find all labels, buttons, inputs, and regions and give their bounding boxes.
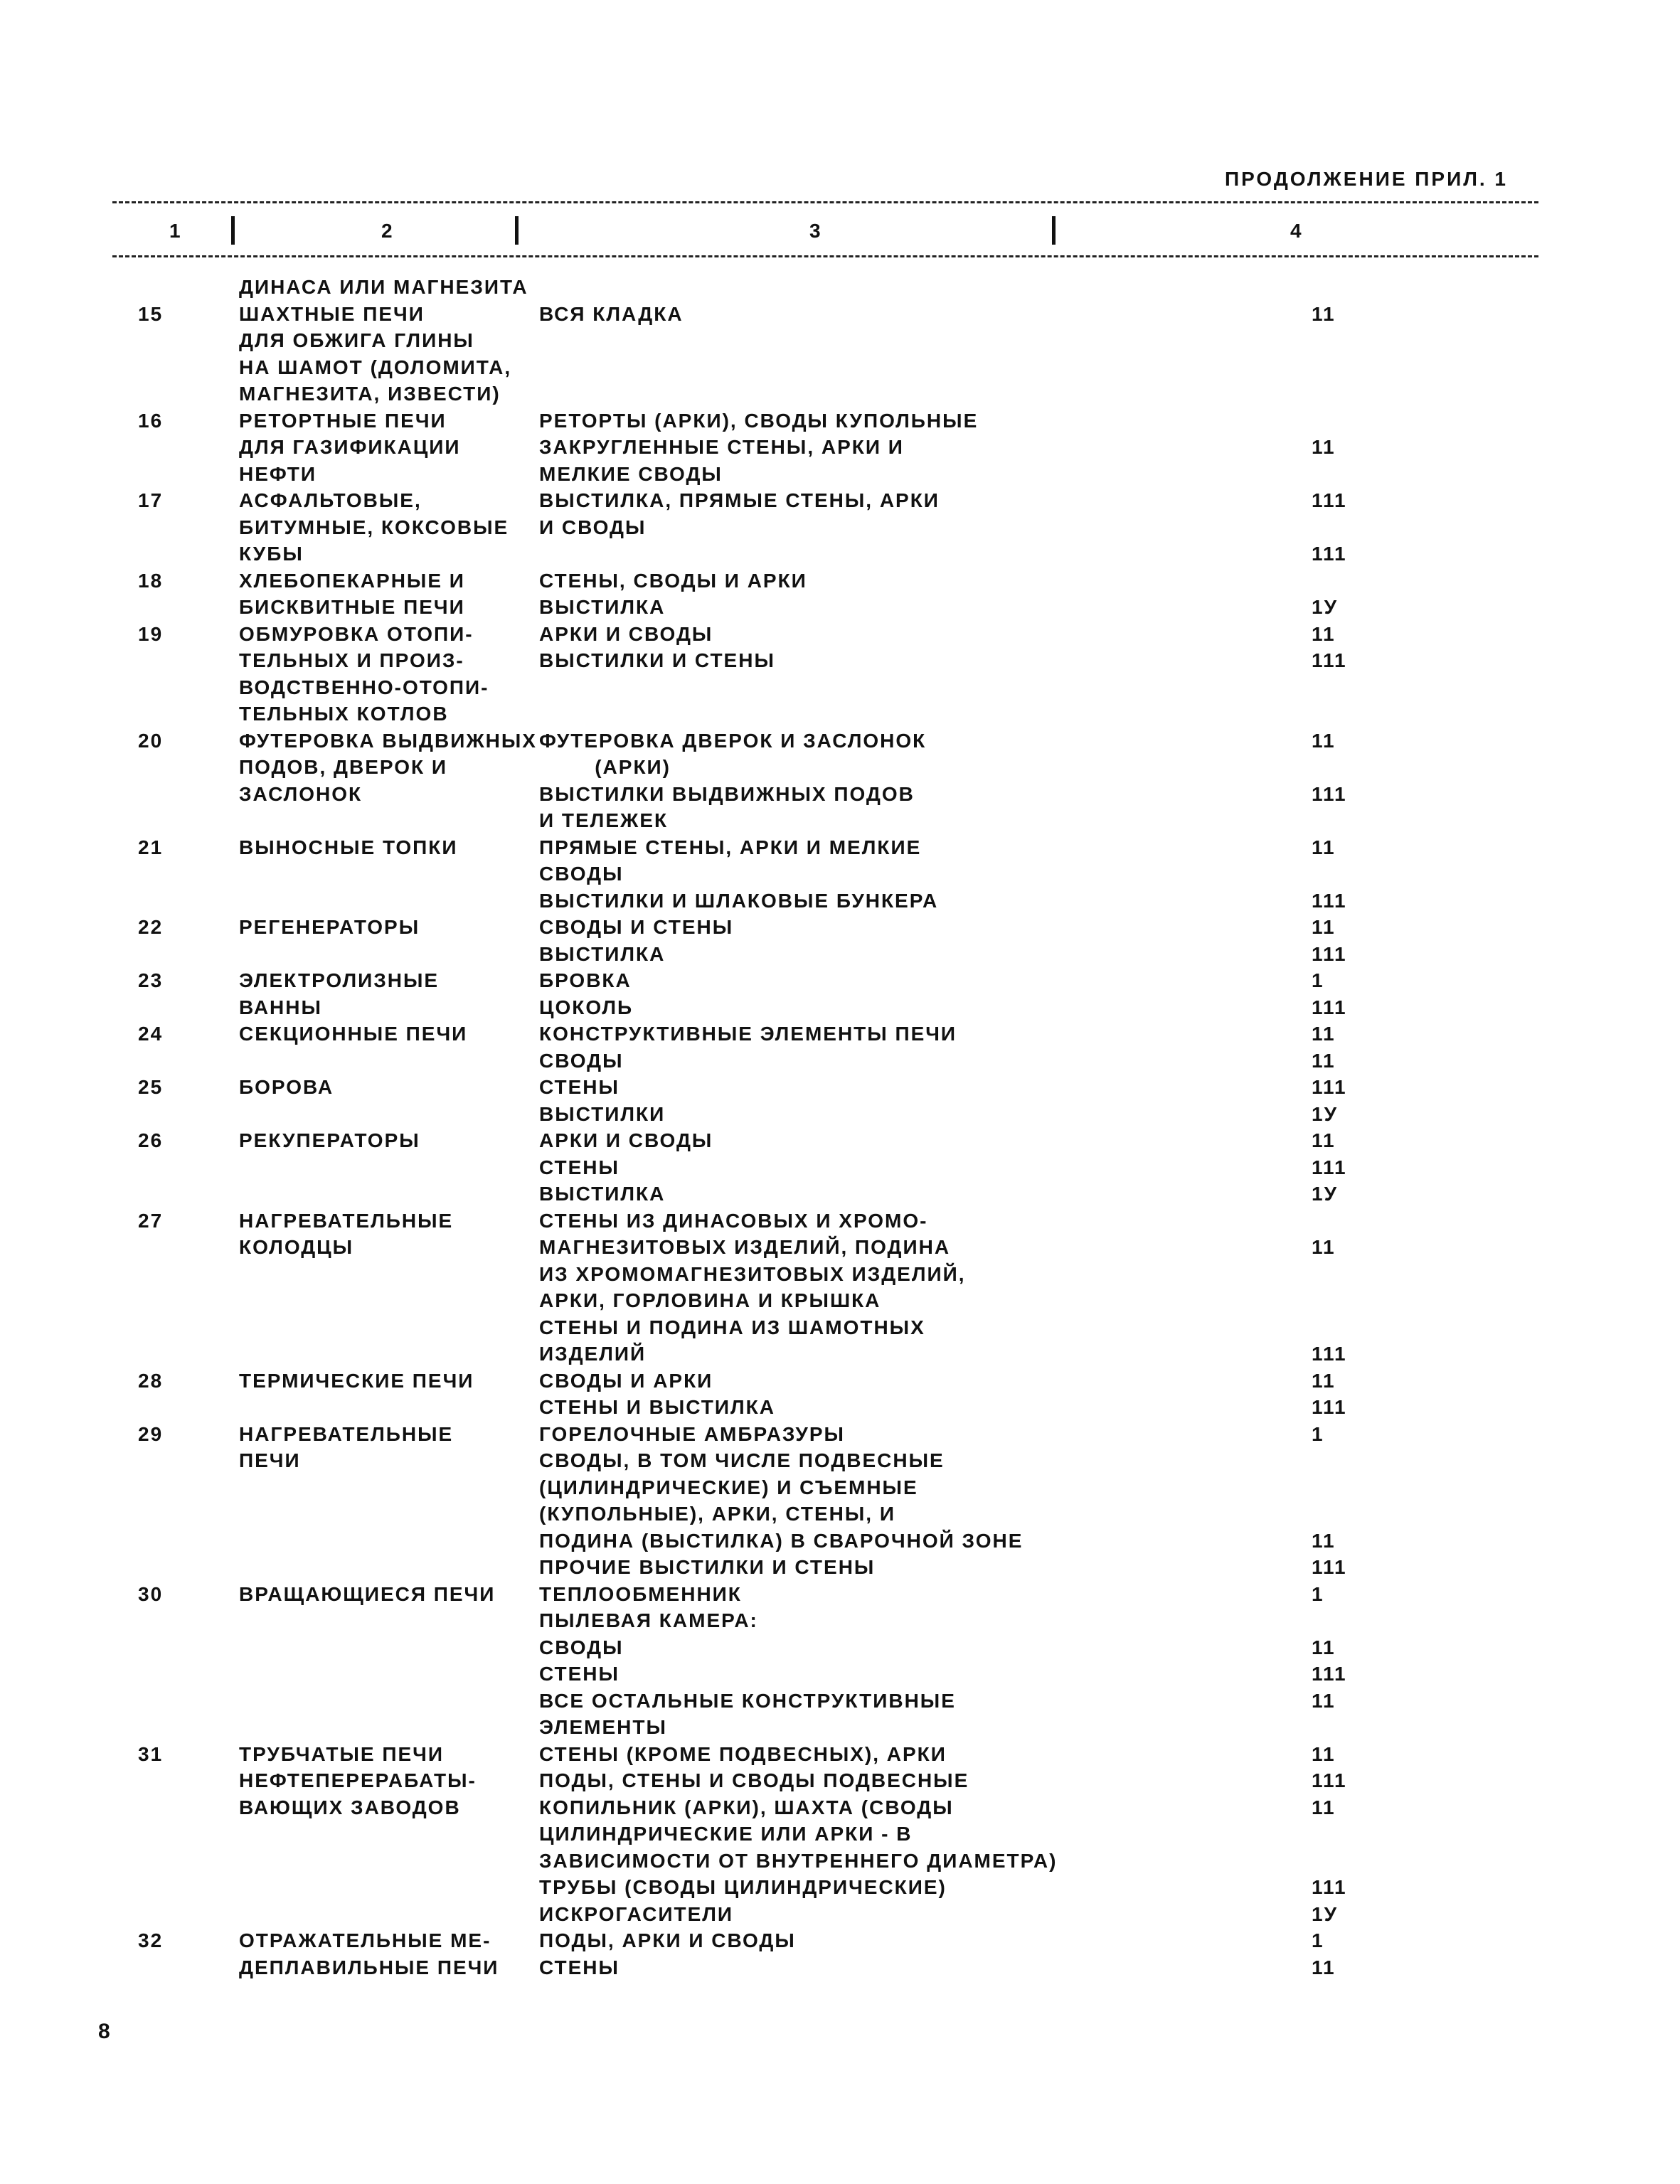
row-number: 21 <box>138 836 164 858</box>
furnace-name-line: ВАННЫ <box>239 996 322 1018</box>
header-rule-bottom <box>112 255 1538 257</box>
element-line <box>539 1127 1680 1154</box>
table-row <box>0 1127 1680 1208</box>
masonry-category: 111 <box>1312 649 1347 671</box>
masonry-element: ИЗДЕЛИЙ <box>539 1343 647 1365</box>
masonry-element: И ТЕЛЕЖЕК <box>539 809 669 831</box>
element-line <box>539 1181 1680 1208</box>
masonry-category: 11 <box>1312 1369 1336 1392</box>
furnace-name-line: РЕГЕНЕРАТОРЫ <box>239 916 420 938</box>
masonry-category: 1 <box>1312 969 1324 991</box>
furnace-name-line: ВРАЩАЮЩИЕСЯ ПЕЧИ <box>239 1582 496 1605</box>
masonry-category: 111 <box>1312 889 1347 912</box>
continuation-note: ПРОДОЛЖЕНИЕ ПРИЛ. 1 <box>1224 168 1508 190</box>
table-row <box>0 568 1680 621</box>
element-list <box>539 487 1680 568</box>
masonry-element: И СВОДЫ <box>539 516 647 538</box>
masonry-category: 111 <box>1312 782 1347 805</box>
element-line <box>539 914 1680 941</box>
masonry-element: СТЕНЫ <box>539 1663 620 1685</box>
element-line <box>539 407 1680 435</box>
element-line <box>539 1101 1680 1128</box>
masonry-element: ПРОЧИЕ ВЫСТИЛКИ И СТЕНЫ <box>539 1556 876 1578</box>
masonry-element: ВЫСТИЛКА, ПРЯМЫЕ СТЕНЫ, АРКИ <box>539 489 940 511</box>
element-list <box>539 1074 1680 1127</box>
masonry-element: ВСЯ КЛАДКА <box>539 302 684 325</box>
element-list <box>539 1208 1680 1368</box>
furnace-name-line: ТЕЛЬНЫХ КОТЛОВ <box>239 703 449 725</box>
masonry-category: 11 <box>1312 622 1336 645</box>
masonry-category: 111 <box>1312 1076 1347 1098</box>
element-line <box>539 621 1680 648</box>
column-separator <box>231 216 235 245</box>
furnace-name-line: КОЛОДЦЫ <box>239 1236 354 1258</box>
furnace-name-line: ОТРАЖАТЕЛЬНЫЕ МЕ- <box>239 1929 491 1951</box>
element-line <box>539 754 1680 781</box>
element-line <box>539 1767 1680 1794</box>
element-line <box>539 568 1680 595</box>
furnace-name-line: НА ШАМОТ (ДОЛОМИТА, <box>239 356 512 378</box>
element-line <box>539 888 1680 915</box>
element-line <box>539 1901 1680 1928</box>
element-line <box>539 728 1680 755</box>
column-separator <box>515 216 519 245</box>
masonry-category: 111 <box>1312 942 1347 965</box>
table-row <box>0 301 1680 407</box>
element-line <box>539 1421 1680 1448</box>
column-header-2: 2 <box>381 220 394 242</box>
element-line <box>539 514 1680 541</box>
furnace-name-line: БИСКВИТНЫЕ ПЕЧИ <box>239 596 465 618</box>
element-line <box>539 327 1680 354</box>
table-row <box>0 914 1680 967</box>
element-line <box>539 1261 1680 1288</box>
element-line <box>539 540 1680 568</box>
furnace-name-line: ЭЛЕКТРОЛИЗНЫЕ <box>239 969 440 991</box>
header-rule-top <box>112 201 1538 203</box>
element-line <box>539 701 1680 728</box>
furnace-name-line: ПОДОВ, ДВЕРОК И <box>239 756 447 778</box>
masonry-category: 1 <box>1312 1422 1324 1445</box>
element-line <box>539 861 1680 888</box>
masonry-category: 11 <box>1312 1689 1336 1712</box>
furnace-name-line: КУБЫ <box>239 543 304 565</box>
furnace-name-line: ВЫНОСНЫЕ ТОПКИ <box>239 836 458 858</box>
row-number: 32 <box>138 1929 164 1951</box>
element-line <box>539 1714 1680 1741</box>
element-line <box>539 674 1680 701</box>
masonry-element: ПОДЫ, АРКИ И СВОДЫ <box>539 1929 796 1951</box>
masonry-element: ЗАКРУГЛЕННЫЕ СТЕНЫ, АРКИ И <box>539 436 904 458</box>
element-list <box>539 568 1680 621</box>
masonry-element: ЦИЛИНДРИЧЕСКИЕ ИЛИ АРКИ - В <box>539 1823 913 1845</box>
masonry-element: СТЕНЫ <box>539 1156 620 1178</box>
masonry-category: 11 <box>1312 1796 1336 1818</box>
furnace-name-line: НАГРЕВАТЕЛЬНЫЕ <box>239 1209 454 1232</box>
masonry-element: СТЕНЫ И ПОДИНА ИЗ ШАМОТНЫХ <box>539 1316 925 1338</box>
element-list <box>539 274 1680 301</box>
table-row <box>0 621 1680 728</box>
furnace-name-line: СЕКЦИОННЫЕ ПЕЧИ <box>239 1023 468 1045</box>
element-line <box>539 1048 1680 1075</box>
masonry-category: 11 <box>1312 436 1336 458</box>
furnace-name-line: ДЛЯ ГАЗИФИКАЦИИ <box>239 436 461 458</box>
furnace-name-line: ТЕРМИЧЕСКИЕ ПЕЧИ <box>239 1369 474 1392</box>
masonry-element: СТЕНЫ <box>539 1076 620 1098</box>
furnace-name-line: ДЛЯ ОБЖИГА ГЛИНЫ <box>239 329 474 351</box>
row-number: 19 <box>138 622 164 645</box>
element-line <box>539 274 1680 301</box>
furnace-name-line: ТРУБЧАТЫЕ ПЕЧИ <box>239 1742 444 1765</box>
masonry-element: ВЫСТИЛКИ И СТЕНЫ <box>539 649 775 671</box>
element-line <box>539 1688 1680 1715</box>
table-row <box>0 407 1680 488</box>
element-line <box>539 941 1680 968</box>
element-line <box>539 1848 1680 1875</box>
element-line <box>539 301 1680 328</box>
element-list <box>539 301 1680 407</box>
masonry-element: ПОДЫ, СТЕНЫ И СВОДЫ ПОДВЕСНЫЕ <box>539 1769 969 1791</box>
element-line <box>539 1287 1680 1314</box>
masonry-category: 111 <box>1312 996 1347 1018</box>
element-line <box>539 1741 1680 1768</box>
masonry-element: ВЫСТИЛКА <box>539 942 666 965</box>
element-line <box>539 1661 1680 1688</box>
element-line <box>539 1368 1680 1395</box>
element-list <box>539 1368 1680 1421</box>
table-row <box>0 274 1680 301</box>
element-list <box>539 1421 1680 1581</box>
masonry-element: СТЕНЫ (КРОМЕ ПОДВЕСНЫХ), АРКИ <box>539 1742 947 1765</box>
element-list <box>539 967 1680 1021</box>
masonry-element: ПРЯМЫЕ СТЕНЫ, АРКИ И МЕЛКИЕ <box>539 836 922 858</box>
column-header-4: 4 <box>1290 220 1303 242</box>
masonry-element: ПЫЛЕВАЯ КАМЕРА: <box>539 1609 758 1631</box>
masonry-category: 11 <box>1312 1956 1336 1978</box>
element-list <box>539 1021 1680 1074</box>
masonry-element: МЕЛКИЕ СВОДЫ <box>539 462 723 485</box>
masonry-category: 11 <box>1312 1129 1336 1151</box>
element-line <box>539 1528 1680 1555</box>
element-line <box>539 461 1680 488</box>
masonry-category: 111 <box>1312 489 1347 511</box>
furnace-name-line: ВОДСТВЕННО-ОТОПИ- <box>239 676 489 698</box>
element-list <box>539 407 1680 488</box>
masonry-element: ЦОКОЛЬ <box>539 996 634 1018</box>
masonry-category: 111 <box>1312 1663 1347 1685</box>
element-line <box>539 434 1680 461</box>
masonry-category: 111 <box>1312 543 1347 565</box>
row-number: 22 <box>138 916 164 938</box>
masonry-category: 11 <box>1312 729 1336 752</box>
row-number: 31 <box>138 1742 164 1765</box>
table-row <box>0 1368 1680 1421</box>
element-line <box>539 647 1680 674</box>
row-number: 15 <box>138 302 164 325</box>
masonry-element: ЭЛЕМЕНТЫ <box>539 1716 667 1738</box>
masonry-element: (АРКИ) <box>539 756 671 778</box>
table-row <box>0 487 1680 568</box>
table-row <box>0 1581 1680 1741</box>
row-number: 26 <box>138 1129 164 1151</box>
element-line <box>539 1607 1680 1634</box>
element-line <box>539 1874 1680 1901</box>
element-line <box>539 1954 1680 1981</box>
masonry-category: 111 <box>1312 1769 1347 1791</box>
furnace-name-line: ОБМУРОВКА ОТОПИ- <box>239 622 474 645</box>
masonry-element: АРКИ И СВОДЫ <box>539 1129 713 1151</box>
furnace-name-line: ФУТЕРОВКА ВЫДВИЖНЫХ <box>239 729 537 752</box>
masonry-category: 11 <box>1312 836 1336 858</box>
row-number: 29 <box>138 1422 164 1445</box>
masonry-category: 11 <box>1312 1023 1336 1045</box>
masonry-element: БРОВКА <box>539 969 632 991</box>
table-row <box>0 967 1680 1021</box>
masonry-element: ТРУБЫ (СВОДЫ ЦИЛИНДРИЧЕСКИЕ) <box>539 1876 947 1898</box>
element-line <box>539 1501 1680 1528</box>
element-line <box>539 1208 1680 1235</box>
masonry-category: 11 <box>1312 1636 1336 1658</box>
element-line <box>539 1154 1680 1181</box>
masonry-category: 11 <box>1312 1236 1336 1258</box>
column-separator <box>1052 216 1056 245</box>
masonry-category: 11 <box>1312 1049 1336 1072</box>
element-line <box>539 1581 1680 1608</box>
masonry-element: ТЕПЛООБМЕННИК <box>539 1582 742 1605</box>
element-line <box>539 1634 1680 1661</box>
masonry-element: ЗАВИСИМОСТИ ОТ ВНУТРЕННЕГО ДИАМЕТРА) <box>539 1849 1058 1872</box>
masonry-element: ВЫСТИЛКИ ВЫДВИЖНЫХ ПОДОВ <box>539 782 915 805</box>
furnace-name-line: ДЕПЛАВИЛЬНЫЕ ПЕЧИ <box>239 1956 499 1978</box>
masonry-category: 11 <box>1312 1742 1336 1765</box>
masonry-element: КОНСТРУКТИВНЫЕ ЭЛЕМЕНТЫ ПЕЧИ <box>539 1023 957 1045</box>
element-line <box>539 807 1680 834</box>
masonry-category: 1У <box>1312 1183 1338 1205</box>
masonry-element: ИСКРОГАСИТЕЛИ <box>539 1902 734 1925</box>
furnace-name-line: ХЛЕБОПЕКАРНЫЕ И <box>239 569 465 592</box>
furnace-name-line: БОРОВА <box>239 1076 334 1098</box>
masonry-element: ВЫСТИЛКА <box>539 1183 666 1205</box>
masonry-category: 111 <box>1312 1343 1347 1365</box>
table-row <box>0 834 1680 915</box>
element-line <box>539 1474 1680 1501</box>
column-header-3: 3 <box>809 220 822 242</box>
furnace-name-line: РЕКУПЕРАТОРЫ <box>239 1129 420 1151</box>
masonry-element: АРКИ И СВОДЫ <box>539 622 713 645</box>
masonry-element: СВОДЫ <box>539 863 624 885</box>
element-line <box>539 1341 1680 1368</box>
element-line <box>539 1021 1680 1048</box>
masonry-category: 1У <box>1312 596 1338 618</box>
element-line <box>539 834 1680 861</box>
masonry-category: 111 <box>1312 1396 1347 1418</box>
element-line <box>539 1821 1680 1848</box>
element-line <box>539 967 1680 994</box>
masonry-element: ГОРЕЛОЧНЫЕ АМБРАЗУРЫ <box>539 1422 845 1445</box>
table-body <box>0 274 1680 1981</box>
element-line <box>539 354 1680 381</box>
element-line <box>539 1554 1680 1581</box>
furnace-name-line: НЕФТИ <box>239 462 317 485</box>
furnace-name-line: ВАЮЩИХ ЗАВОДОВ <box>239 1796 461 1818</box>
masonry-element: СВОДЫ <box>539 1049 624 1072</box>
element-line <box>539 1394 1680 1421</box>
element-line <box>539 1234 1680 1261</box>
masonry-element: КОПИЛЬНИК (АРКИ), ШАХТА (СВОДЫ <box>539 1796 954 1818</box>
row-number: 30 <box>138 1582 164 1605</box>
masonry-element: АРКИ, ГОРЛОВИНА И КРЫШКА <box>539 1289 881 1311</box>
table-row <box>0 1927 1680 1981</box>
masonry-element: (КУПОЛЬНЫЕ), АРКИ, СТЕНЫ, И <box>539 1503 895 1525</box>
masonry-element: ИЗ ХРОМОМАГНЕЗИТОВЫХ ИЗДЕЛИЙ, <box>539 1262 966 1285</box>
row-number: 16 <box>138 409 164 432</box>
element-line <box>539 781 1680 808</box>
masonry-element: ВСЕ ОСТАЛЬНЫЕ КОНСТРУКТИВНЫЕ <box>539 1689 956 1712</box>
masonry-category: 111 <box>1312 1156 1347 1178</box>
masonry-element: СВОДЫ И СТЕНЫ <box>539 916 734 938</box>
masonry-element: СВОДЫ <box>539 1636 624 1658</box>
row-number: 18 <box>138 569 164 592</box>
masonry-element: РЕТОРТЫ (АРКИ), СВОДЫ КУПОЛЬНЫЕ <box>539 409 979 432</box>
furnace-name-line: БИТУМНЫЕ, КОКСОВЫЕ <box>239 516 509 538</box>
page-number: 8 <box>98 2020 112 2043</box>
element-line <box>539 1074 1680 1101</box>
masonry-element: (ЦИЛИНДРИЧЕСКИЕ) И СЪЕМНЫЕ <box>539 1476 918 1498</box>
masonry-element: ВЫСТИЛКА <box>539 596 666 618</box>
masonry-element: СВОДЫ И АРКИ <box>539 1369 713 1392</box>
element-line <box>539 380 1680 407</box>
table-row <box>0 1421 1680 1581</box>
element-line <box>539 487 1680 514</box>
furnace-name-line: АСФАЛЬТОВЫЕ, <box>239 489 422 511</box>
masonry-element: СТЕНЫ ИЗ ДИНАСОВЫХ И ХРОМО- <box>539 1209 928 1232</box>
masonry-element: СВОДЫ, В ТОМ ЧИСЛЕ ПОДВЕСНЫЕ <box>539 1449 945 1471</box>
row-number: 17 <box>138 489 164 511</box>
element-list <box>539 1927 1680 1981</box>
masonry-element: СТЕНЫ, СВОДЫ И АРКИ <box>539 569 807 592</box>
row-number: 23 <box>138 969 164 991</box>
row-number: 20 <box>138 729 164 752</box>
element-list <box>539 914 1680 967</box>
element-list <box>539 834 1680 915</box>
masonry-element: ВЫСТИЛКИ <box>539 1102 666 1125</box>
element-list <box>539 1127 1680 1208</box>
element-line <box>539 1314 1680 1341</box>
furnace-name-line: ПЕЧИ <box>239 1449 301 1471</box>
furnace-name-line: ЗАСЛОНОК <box>239 782 363 805</box>
masonry-element: ВЫСТИЛКИ И ШЛАКОВЫЕ БУНКЕРА <box>539 889 939 912</box>
masonry-category: 1 <box>1312 1929 1324 1951</box>
table-row <box>0 1208 1680 1368</box>
element-list <box>539 728 1680 834</box>
furnace-name-line: ШАХТНЫЕ ПЕЧИ <box>239 302 425 325</box>
furnace-name-line: РЕТОРТНЫЕ ПЕЧИ <box>239 409 447 432</box>
element-line <box>539 1927 1680 1954</box>
row-number: 27 <box>138 1209 164 1232</box>
furnace-name-line: МАГНЕЗИТА, ИЗВЕСТИ) <box>239 383 501 405</box>
masonry-category: 1У <box>1312 1902 1338 1925</box>
masonry-element: ФУТЕРОВКА ДВЕРОК И ЗАСЛОНОК <box>539 729 927 752</box>
table-row <box>0 1021 1680 1074</box>
column-header-1: 1 <box>169 220 182 242</box>
element-list <box>539 1741 1680 1928</box>
furnace-name-line: НАГРЕВАТЕЛЬНЫЕ <box>239 1422 454 1445</box>
row-number: 25 <box>138 1076 164 1098</box>
furnace-name-line: ТЕЛЬНЫХ И ПРОИЗ- <box>239 649 464 671</box>
masonry-category: 11 <box>1312 916 1336 938</box>
masonry-category: 1У <box>1312 1102 1338 1125</box>
element-line <box>539 994 1680 1021</box>
table-row <box>0 1074 1680 1127</box>
masonry-element: СТЕНЫ <box>539 1956 620 1978</box>
masonry-category: 11 <box>1312 1529 1336 1552</box>
masonry-element: СТЕНЫ И ВЫСТИЛКА <box>539 1396 775 1418</box>
masonry-element: ПОДИНА (ВЫСТИЛКА) В СВАРОЧНОЙ ЗОНЕ <box>539 1529 1024 1552</box>
element-line <box>539 1447 1680 1474</box>
masonry-category: 11 <box>1312 302 1336 325</box>
table-row <box>0 1741 1680 1928</box>
masonry-element: МАГНЕЗИТОВЫХ ИЗДЕЛИЙ, ПОДИНА <box>539 1236 951 1258</box>
furnace-name-line: НЕФТЕПЕРЕРАБАТЫ- <box>239 1769 477 1791</box>
masonry-category: 111 <box>1312 1556 1347 1578</box>
masonry-category: 1 <box>1312 1582 1324 1605</box>
furnace-name-line: ДИНАСА ИЛИ МАГНЕЗИТА <box>239 276 528 298</box>
table-row <box>0 728 1680 834</box>
masonry-category: 111 <box>1312 1876 1347 1898</box>
row-number: 28 <box>138 1369 164 1392</box>
element-line <box>539 594 1680 621</box>
element-list <box>539 621 1680 728</box>
element-list <box>539 1581 1680 1741</box>
row-number: 24 <box>138 1023 164 1045</box>
element-line <box>539 1794 1680 1821</box>
